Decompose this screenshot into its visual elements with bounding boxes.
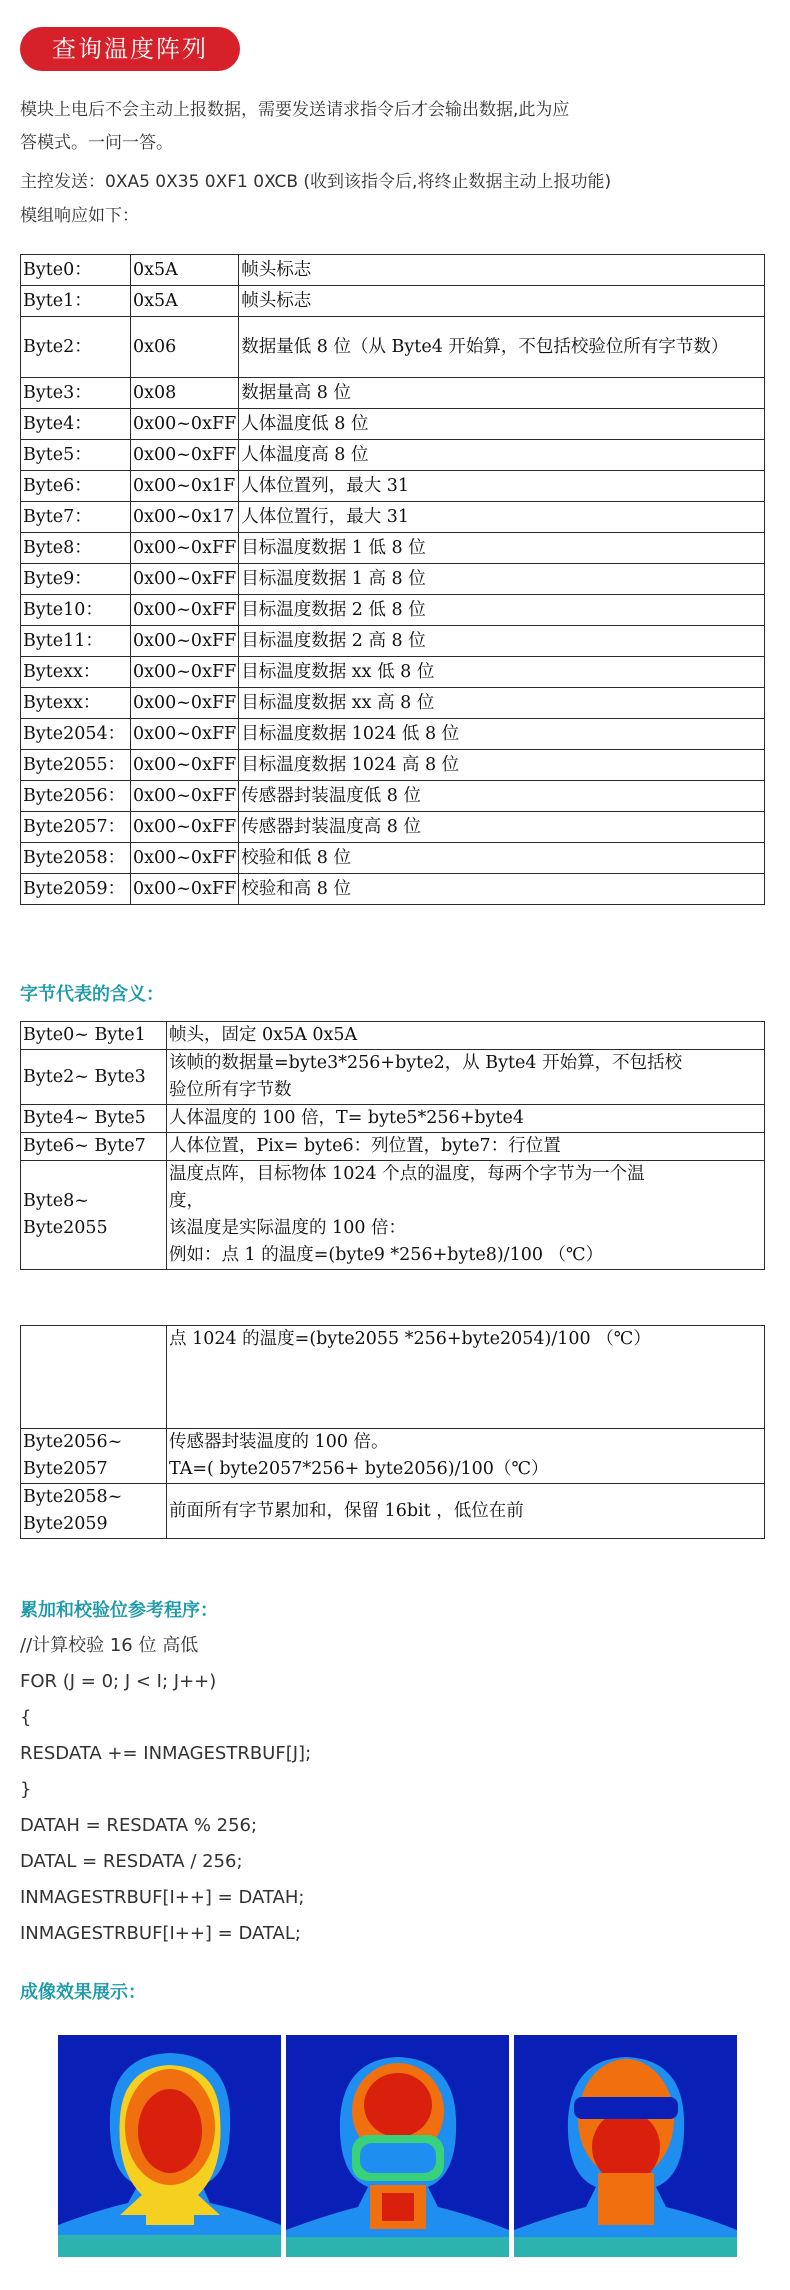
table-row <box>21 812 765 843</box>
code-line: INMAGESTRBUF[I++] = DATAL; <box>20 1923 301 1944</box>
byte-index-cell: Byte2055： <box>21 750 131 781</box>
code-line: { <box>20 1707 32 1728</box>
frame-format-table <box>20 254 765 905</box>
meaning-cell-line: 人体温度的 100 倍，T= byte5*256+byte4 <box>169 1108 524 1128</box>
table-row <box>21 843 765 874</box>
meaning-cell-line: 传感器封装温度的 100 倍。 <box>169 1432 389 1452</box>
value-range-cell: 0x00~0x1F <box>131 471 239 502</box>
table-row <box>21 502 765 533</box>
byte-index-cell: Byte7： <box>21 502 131 533</box>
value-range-cell: 0x00~0xFF <box>131 812 239 843</box>
table-row <box>21 378 765 409</box>
description-cell: 传感器封装温度高 8 位 <box>239 812 765 843</box>
value-range-cell: 0x00~0xFF <box>131 781 239 812</box>
byte-index-cell: Bytexx： <box>21 688 131 719</box>
byte-meaning-table-continued <box>20 1325 765 1539</box>
table-row <box>21 626 765 657</box>
checksum-code <box>20 1628 311 1952</box>
value-range-cell: 0x00~0xFF <box>131 750 239 781</box>
meaning-cell-line: 人体位置，Pix= byte6：列位置，byte7：行位置 <box>169 1136 561 1156</box>
byte-index-cell: Bytexx： <box>21 657 131 688</box>
byte-index-cell: Byte3： <box>21 378 131 409</box>
description-cell: 数据量低 8 位（从 Byte4 开始算，不包括校验位所有字节数） <box>239 317 765 378</box>
meaning-cell <box>167 1326 765 1429</box>
description-cell: 目标温度数据 1024 高 8 位 <box>239 750 765 781</box>
thermal-image-glasses <box>514 2035 737 2257</box>
byte-range-cell: Byte4~ Byte5 <box>21 1105 167 1133</box>
meaning-cell <box>167 1105 765 1133</box>
value-range-cell: 0x00~0xFF <box>131 533 239 564</box>
byte-range-cell <box>21 1326 167 1429</box>
value-range-cell: 0x00~0xFF <box>131 657 239 688</box>
meaning-cell-line: 度， <box>169 1191 204 1211</box>
table-row <box>21 564 765 595</box>
description-cell: 数据量高 8 位 <box>239 378 765 409</box>
byte-range-cell: Byte0~ Byte1 <box>21 1022 167 1050</box>
table-row <box>21 409 765 440</box>
meaning-cell <box>167 1484 765 1539</box>
table-row <box>21 440 765 471</box>
description-cell: 帧头标志 <box>239 286 765 317</box>
table-row <box>21 719 765 750</box>
value-range-cell: 0x00~0xFF <box>131 409 239 440</box>
byte-index-cell: Byte4： <box>21 409 131 440</box>
description-cell: 目标温度数据 xx 低 8 位 <box>239 657 765 688</box>
byte-index-cell: Byte6： <box>21 471 131 502</box>
table-row <box>21 874 765 905</box>
description-cell: 人体位置列，最大 31 <box>239 471 765 502</box>
byte-range-cell <box>21 1429 167 1484</box>
byte-range-cell-line: Byte2055 <box>23 1218 108 1238</box>
value-range-cell: 0x5A <box>131 286 239 317</box>
meaning-cell <box>167 1161 765 1270</box>
value-range-cell: 0x00~0xFF <box>131 440 239 471</box>
code-line: DATAH = RESDATA % 256; <box>20 1815 258 1836</box>
meaning-cell-line: 前面所有字节累加和，保留 16bit ，低位在前 <box>169 1500 524 1521</box>
meaning-cell-line: 温度点阵，目标物体 1024 个点的温度，每两个字节为一个温 <box>169 1164 645 1184</box>
table-row <box>21 255 765 286</box>
byte-index-cell: Byte2054： <box>21 719 131 750</box>
meaning-cell <box>167 1429 765 1484</box>
byte-range-cell: Byte2~ Byte3 <box>21 1050 167 1105</box>
byte-index-cell: Byte10： <box>21 595 131 626</box>
table-row <box>21 533 765 564</box>
meaning-cell-line: 例如：点 1 的温度=(byte9 *256+byte8)/100 （℃） <box>169 1245 604 1265</box>
table-row <box>21 1105 765 1133</box>
code-line: INMAGESTRBUF[I++] = DATAH; <box>20 1887 305 1908</box>
table-row <box>21 1429 765 1484</box>
byte-index-cell: Byte5： <box>21 440 131 471</box>
table-row <box>21 657 765 688</box>
table-row <box>21 781 765 812</box>
value-range-cell: 0x00~0xFF <box>131 626 239 657</box>
value-range-cell: 0x5A <box>131 255 239 286</box>
meaning-cell-line: 验位所有字节数 <box>169 1080 292 1100</box>
table-row <box>21 750 765 781</box>
table-row <box>21 1050 765 1105</box>
description-cell: 目标温度数据 2 高 8 位 <box>239 626 765 657</box>
intro-line-1: 模块上电后不会主动上报数据，需要发送请求指令后才会输出数据,此为应 <box>20 100 570 120</box>
meaning-cell-line: 该帧的数据量=byte3*256+byte2，从 Byte4 开始算，不包括校 <box>169 1053 683 1073</box>
meaning-cell <box>167 1133 765 1161</box>
intro-line-2: 答模式。一问一答。 <box>20 133 173 153</box>
table-row <box>21 595 765 626</box>
table-row <box>21 317 765 378</box>
meaning-cell <box>167 1022 765 1050</box>
byte-index-cell: Byte9： <box>21 564 131 595</box>
byte-range-cell-line: Byte2057 <box>23 1459 108 1479</box>
byte-index-cell: Byte1： <box>21 286 131 317</box>
description-cell: 帧头标志 <box>239 255 765 286</box>
value-range-cell: 0x00~0x17 <box>131 502 239 533</box>
byte-range-cell <box>21 1484 167 1539</box>
code-line: } <box>20 1779 32 1800</box>
code-line: RESDATA += INMAGESTRBUF[J]; <box>20 1743 312 1764</box>
table-row <box>21 1161 765 1270</box>
code-line: FOR (J = 0; J < I; J++) <box>20 1671 217 1692</box>
byte-index-cell: Byte2057： <box>21 812 131 843</box>
code-line: DATAL = RESDATA / 256; <box>20 1851 243 1872</box>
byte-range-cell-line: Byte2058~ <box>23 1487 123 1507</box>
table-row <box>21 1326 765 1429</box>
table-row <box>21 471 765 502</box>
description-cell: 人体温度低 8 位 <box>239 409 765 440</box>
command-line: 主控发送：0XA5 0X35 0XF1 0XCB (收到该指令后,将终止数据主动上报功能) <box>20 172 612 192</box>
thermal-image-front <box>58 2035 281 2257</box>
description-cell: 校验和低 8 位 <box>239 843 765 874</box>
byte-index-cell: Byte2： <box>21 317 131 378</box>
meaning-cell-line: 该温度是实际温度的 100 倍： <box>169 1218 407 1238</box>
meaning-heading: 字节代表的含义： <box>20 984 164 1005</box>
description-cell: 传感器封装温度低 8 位 <box>239 781 765 812</box>
byte-range-cell: Byte6~ Byte7 <box>21 1133 167 1161</box>
byte-index-cell: Byte2058： <box>21 843 131 874</box>
byte-range-cell-line: Byte8~ <box>23 1191 89 1211</box>
table-row <box>21 1484 765 1539</box>
code-line: //计算校验 16 位 高低 <box>20 1635 199 1656</box>
description-cell: 目标温度数据 1024 低 8 位 <box>239 719 765 750</box>
byte-meaning-table <box>20 1021 765 1270</box>
value-range-cell: 0x00~0xFF <box>131 688 239 719</box>
description-cell: 目标温度数据 1 低 8 位 <box>239 533 765 564</box>
meaning-cell-line: TA=( byte2057*256+ byte2056)/100（℃） <box>169 1459 549 1479</box>
table-row <box>21 688 765 719</box>
byte-range-cell-line: Byte2059 <box>23 1514 108 1534</box>
table-row <box>21 1022 765 1050</box>
checksum-heading: 累加和校验位参考程序： <box>20 1600 218 1621</box>
byte-index-cell: Byte0： <box>21 255 131 286</box>
description-cell: 目标温度数据 xx 高 8 位 <box>239 688 765 719</box>
byte-index-cell: Byte8： <box>21 533 131 564</box>
byte-index-cell: Byte2056： <box>21 781 131 812</box>
value-range-cell: 0x00~0xFF <box>131 595 239 626</box>
description-cell: 目标温度数据 1 高 8 位 <box>239 564 765 595</box>
meaning-cell-line: 帧头，固定 0x5A 0x5A <box>169 1025 358 1045</box>
value-range-cell: 0x00~0xFF <box>131 874 239 905</box>
description-cell: 目标温度数据 2 低 8 位 <box>239 595 765 626</box>
thermal-image-mask <box>286 2035 509 2257</box>
meaning-cell-line: 点 1024 的温度=(byte2055 *256+byte2054)/100 （℃） <box>169 1329 651 1349</box>
description-cell: 人体温度高 8 位 <box>239 440 765 471</box>
description-cell: 校验和高 8 位 <box>239 874 765 905</box>
byte-range-cell-line: Byte2056~ <box>23 1432 123 1452</box>
description-cell: 人体位置行，最大 31 <box>239 502 765 533</box>
page-title: 查询温度阵列 <box>20 27 240 71</box>
imaging-heading: 成像效果展示： <box>20 1982 146 2003</box>
value-range-cell: 0x00~0xFF <box>131 843 239 874</box>
meaning-cell <box>167 1050 765 1105</box>
value-range-cell: 0x00~0xFF <box>131 564 239 595</box>
table-row <box>21 1133 765 1161</box>
byte-index-cell: Byte11： <box>21 626 131 657</box>
value-range-cell: 0x00~0xFF <box>131 719 239 750</box>
byte-range-cell <box>21 1161 167 1270</box>
value-range-cell: 0x06 <box>131 317 239 378</box>
value-range-cell: 0x08 <box>131 378 239 409</box>
response-intro: 模组响应如下： <box>20 206 139 226</box>
byte-index-cell: Byte2059： <box>21 874 131 905</box>
table-row <box>21 286 765 317</box>
